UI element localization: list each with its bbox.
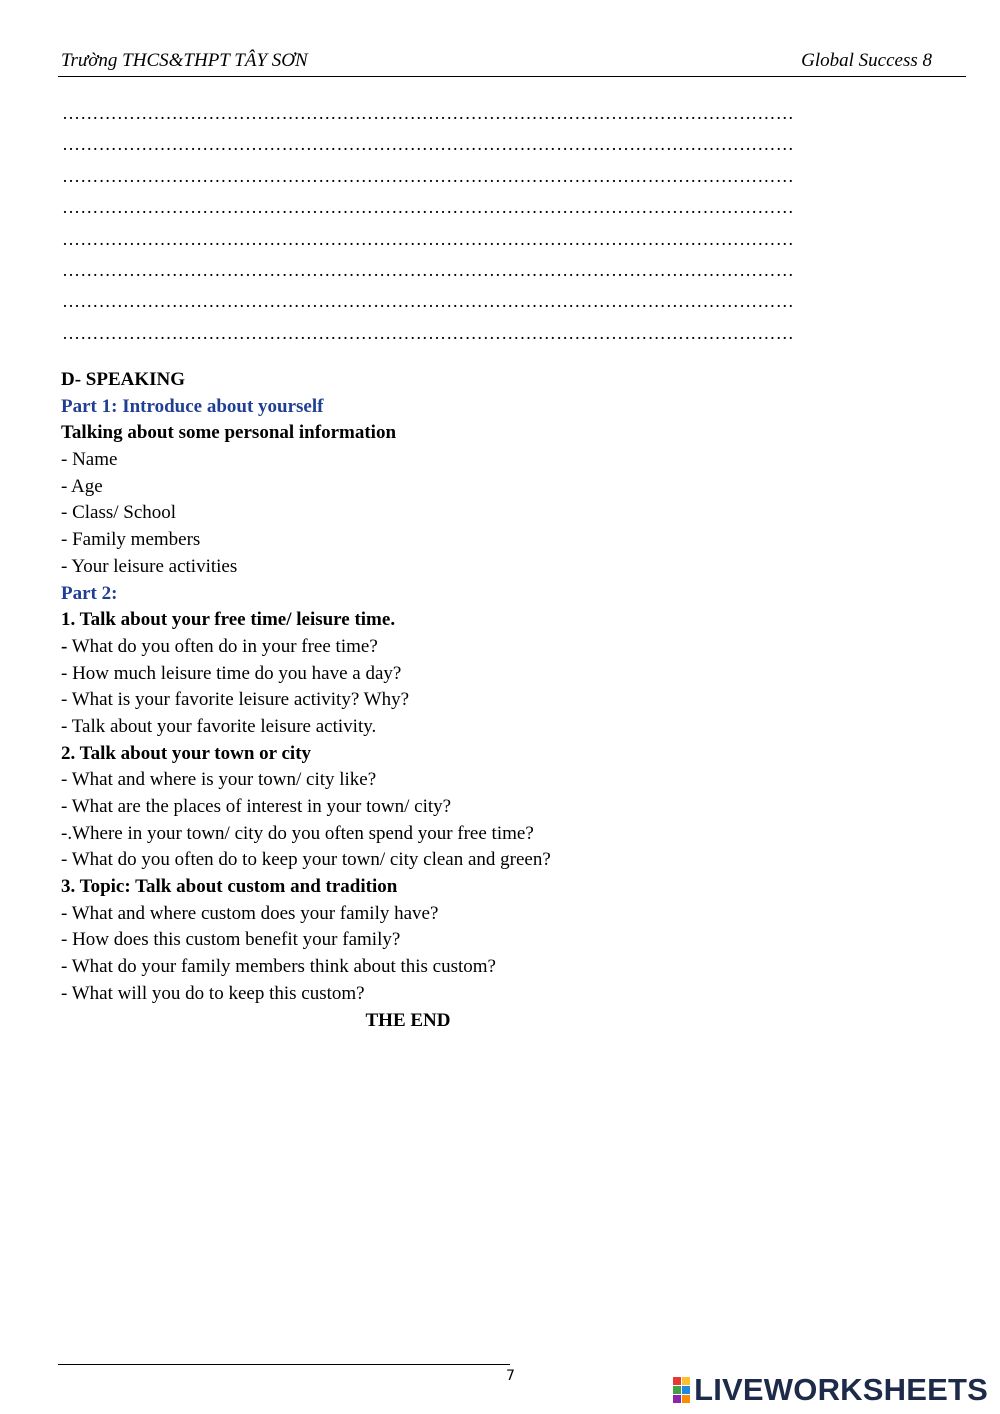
list-item: - Family members bbox=[61, 529, 201, 551]
list-item: - Name bbox=[61, 449, 118, 471]
answer-line: ………………………………………………………………………………………………………… bbox=[62, 291, 794, 312]
school-name: Trường THCS&THPT TÂY SƠN bbox=[61, 50, 308, 71]
answer-line: ………………………………………………………………………………………………………… bbox=[62, 322, 794, 343]
answer-line: ………………………………………………………………………………………………………… bbox=[62, 165, 794, 186]
list-item: - Your leisure activities bbox=[61, 555, 238, 577]
logo-block bbox=[673, 1395, 681, 1403]
part1-subtitle: Talking about some personal information bbox=[61, 422, 397, 444]
list-item: -.Where in your town/ city do you often spend your free time? bbox=[61, 822, 534, 844]
logo-block bbox=[673, 1386, 681, 1394]
answer-lines bbox=[62, 98, 954, 349]
list-item: - Age bbox=[61, 475, 103, 497]
answer-line: ………………………………………………………………………………………………………… bbox=[62, 228, 794, 249]
list-item: - What do you often do to keep your town/ city clean and green? bbox=[61, 849, 551, 871]
page-number: 7 bbox=[506, 1368, 515, 1384]
list-item: - How does this custom benefit your family? bbox=[61, 929, 401, 951]
speaking-section bbox=[61, 367, 941, 1034]
question-text: What do you often do in your free time? bbox=[67, 635, 378, 657]
list-item bbox=[61, 634, 941, 661]
logo-block bbox=[682, 1395, 690, 1403]
answer-line: ………………………………………………………………………………………………………… bbox=[62, 134, 794, 155]
section-title: D- SPEAKING bbox=[61, 369, 186, 390]
list-item: - What do your family members think about this custom? bbox=[61, 956, 496, 978]
list-item: - What and where is your town/ city like? bbox=[61, 769, 377, 791]
footer-rule bbox=[58, 1364, 510, 1365]
list-item: - Talk about your favorite leisure activity. bbox=[61, 715, 377, 737]
list-item: - How much leisure time do you have a day? bbox=[61, 662, 402, 684]
list-item: - What will you do to keep this custom? bbox=[61, 982, 365, 1004]
topic2-title: 2. Talk about your town or city bbox=[61, 742, 312, 764]
the-end: THE END bbox=[365, 1009, 451, 1031]
brand-name: LIVEWORKSHEETS bbox=[694, 1372, 988, 1407]
list-item: - What and where custom does your family have? bbox=[61, 902, 439, 924]
list-item: - What is your favorite leisure activity? Why? bbox=[61, 689, 410, 711]
topic3-title: 3. Topic: Talk about custom and tradition bbox=[61, 876, 398, 898]
part2-title: Part 2: bbox=[61, 582, 118, 604]
logo-blocks-icon bbox=[673, 1377, 690, 1403]
topic1-title: 1. Talk about your free time/ leisure time. bbox=[61, 609, 396, 631]
logo-block bbox=[682, 1386, 690, 1394]
answer-line: ………………………………………………………………………………………………………… bbox=[62, 259, 794, 280]
list-item: - What are the places of interest in your town/ city? bbox=[61, 796, 452, 817]
logo-block bbox=[673, 1377, 681, 1385]
bold-dash: - bbox=[61, 635, 68, 657]
answer-line: ………………………………………………………………………………………………………… bbox=[62, 103, 794, 123]
liveworksheets-logo[interactable] bbox=[673, 1372, 988, 1408]
book-title: Global Success 8 bbox=[801, 50, 932, 71]
logo-block bbox=[682, 1377, 690, 1385]
list-item: - Class/ School bbox=[61, 502, 177, 524]
part1-title: Part 1: Introduce about yourself bbox=[61, 395, 324, 417]
page-header bbox=[58, 46, 966, 77]
answer-line: ………………………………………………………………………………………………………… bbox=[62, 197, 794, 218]
